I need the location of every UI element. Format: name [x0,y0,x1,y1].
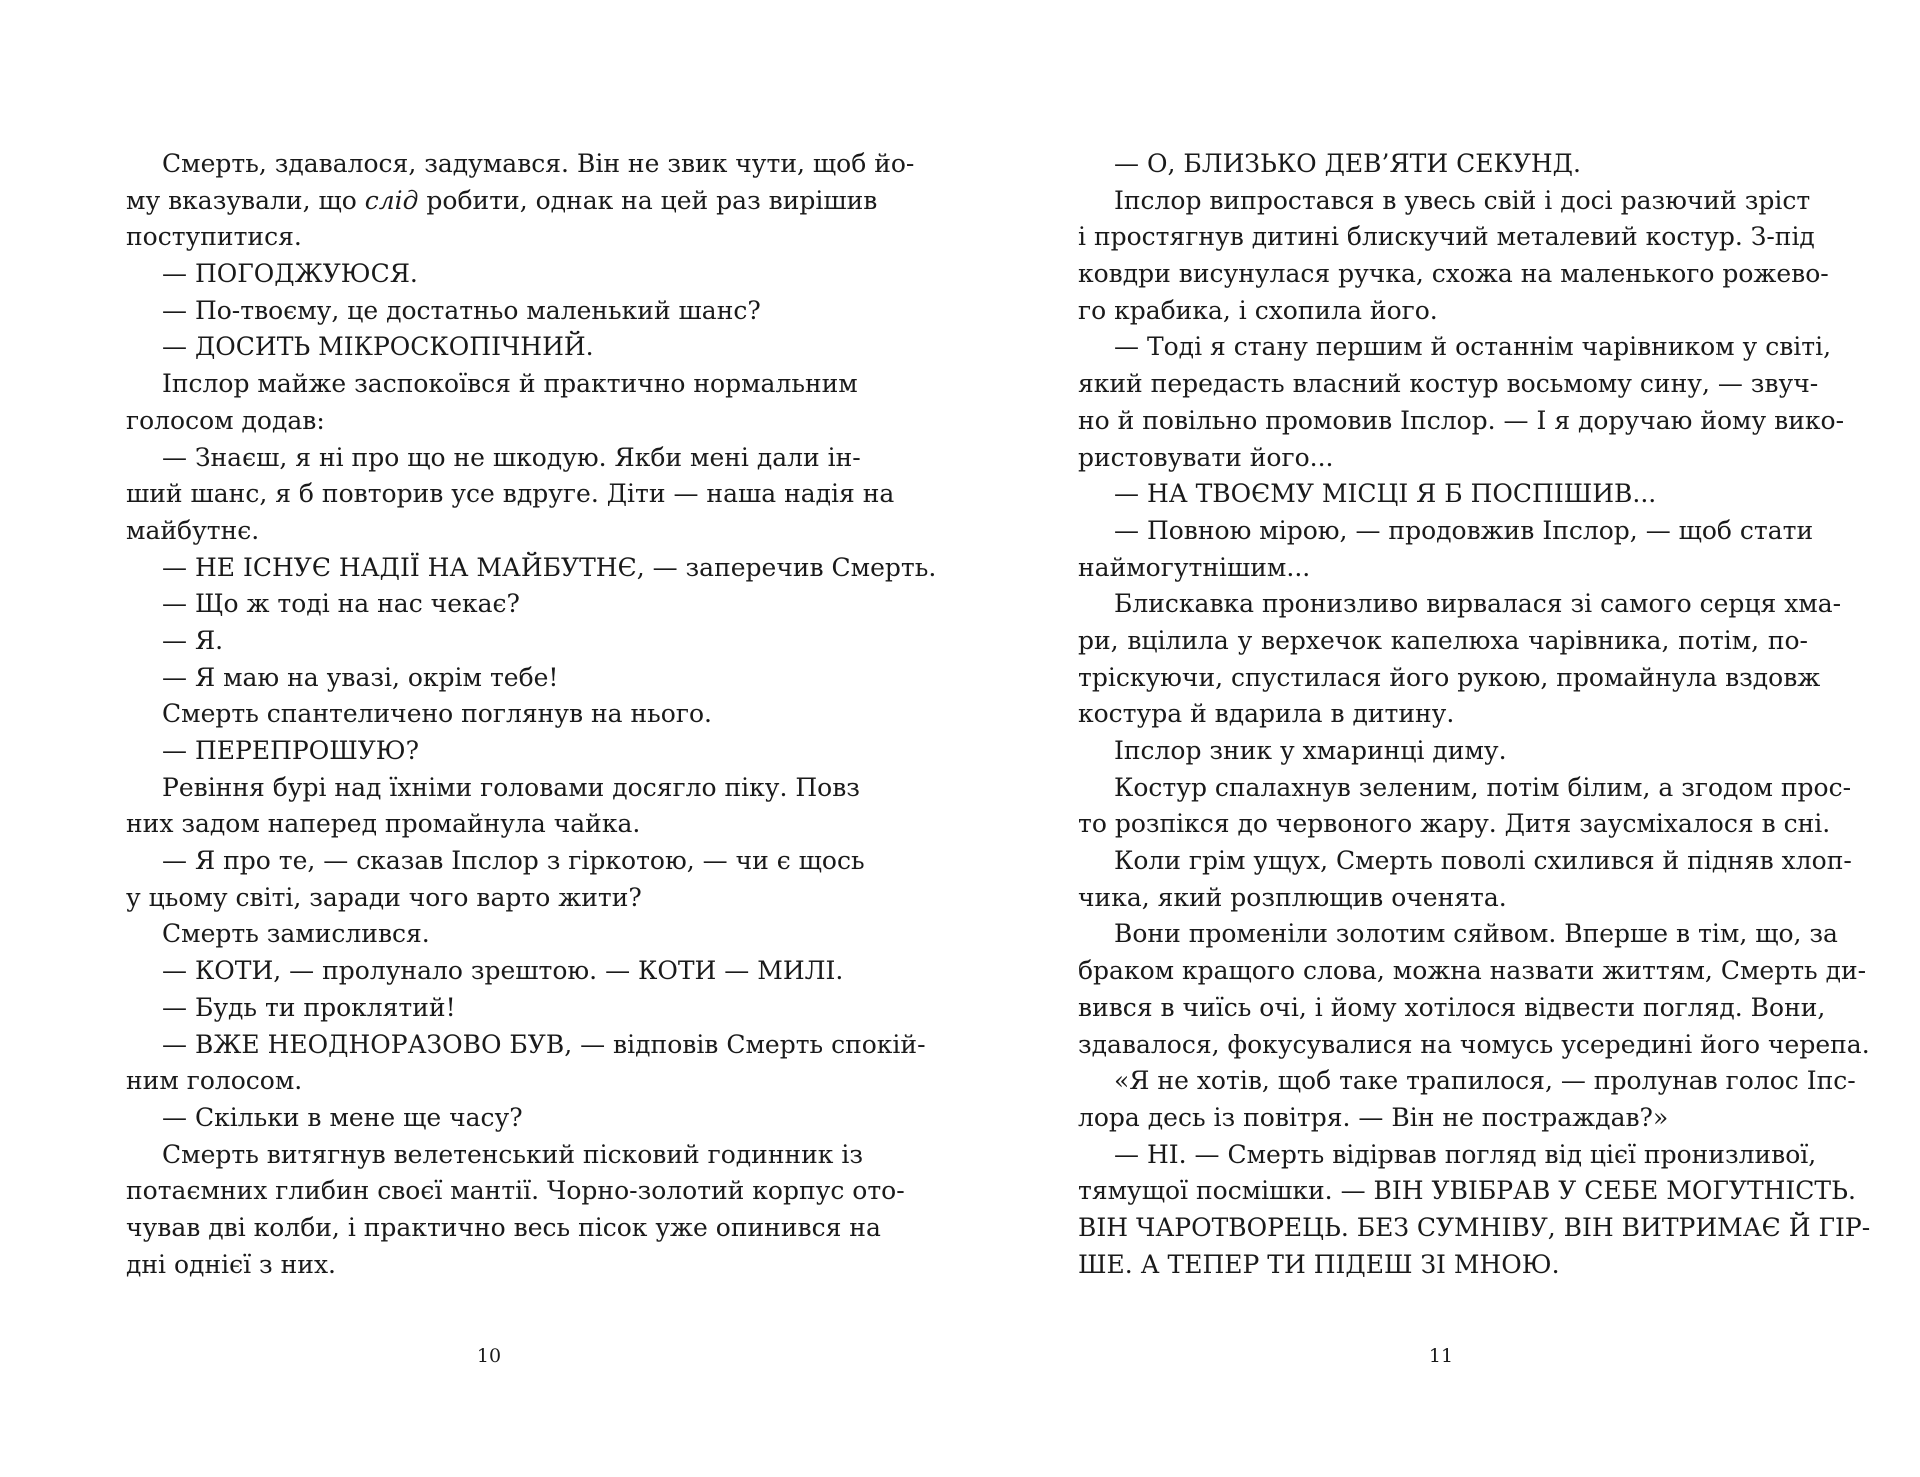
text-line: поступитися. [126,222,302,252]
text-line: — Я про те, — сказав Іпслор з гіркотою, — чи є щось [162,846,865,876]
text-line: «Я не хотів, щоб таке трапилося, — пролунав голос Іпс- [1114,1066,1856,1096]
text-line: — ПЕРЕПРОШУЮ? [162,736,420,765]
page-number-right: 11 [1428,1345,1454,1367]
text-line: — ДОСИТЬ МІКРОСКОПІЧНИЙ. [162,332,594,362]
text-line: Смерть замислився. [162,919,430,949]
text-line: браком кращого слова, можна назвати життям, Смерть ди- [1078,956,1867,986]
text-line: ри, вцілила у верхечок капелюха чарівника, потім, по- [1078,625,1808,655]
text-line: ристовувати його... [1078,442,1334,472]
text-line: Ревіння бурі над їхніми головами досягло піку. Повз [162,772,860,802]
text-line: — НЕ ІСНУЄ НАДІЇ НА МАЙБУТНЄ, — заперечив Смерть. [162,552,937,582]
right-page [1078,146,1871,1283]
text-line: — Я маю на увазі, окрім тебе! [162,662,559,692]
text-line: ВІН ЧАРОТВОРЕЦЬ. БЕЗ СУМНІВУ, ВІН ВИТРИМАЄ Й ГІР- [1078,1212,1871,1242]
text-segment: му вказували, що [126,185,365,215]
text-line: — О, БЛИЗЬКО ДЕВ’ЯТИ СЕКУНД. [1114,149,1581,178]
page-number-left: 10 [476,1345,502,1367]
text-line: Блискавка пронизливо вирвалася зі самого серця хма- [1114,589,1842,619]
text-line: вився в чиїсь очі, і йому хотілося відвести погляд. Вони, [1078,992,1826,1022]
text-line: Смерть витягнув велетенський пісковий годинник із [162,1139,864,1169]
text-line: — КОТИ, — пролунало зрештою. — КОТИ — МИЛІ. [162,956,844,986]
text-line: — НА ТВОЄМУ МІСЦІ Я Б ПОСПІШИВ... [1114,479,1657,509]
text-line: чика, який розплющив оченята. [1078,882,1507,912]
text-line: здавалося, фокусувалися на чомусь усередині його черепа. [1078,1029,1870,1059]
text-line: ШЕ. А ТЕПЕР ТИ ПІДЕШ ЗІ МНОЮ. [1078,1249,1560,1279]
text-line: Костур спалахнув зеленим, потім білим, а згодом прос- [1114,772,1852,802]
text-line: — Тоді я стану першим й останнім чарівником у світі, [1114,332,1832,362]
italic-word: слід [364,185,419,215]
text-line: Вони променіли золотим сяйвом. Вперше в тім, що, за [1114,919,1838,949]
text-line: потаємних глибин своєї мантії. Чорно-золотий корпус ото- [126,1176,905,1206]
text-line: Іпслор випростався в увесь свій і досі разючий зріст [1114,185,1811,215]
text-line: — ПОГОДЖУЮСЯ. [162,259,418,289]
text-line: Коли грім ущух, Смерть поволі схилився й підняв хлоп- [1114,846,1852,876]
text-line: лора десь із повітря. — Він не постраждав?» [1078,1102,1669,1132]
text-line: Іпслор зник у хмаринці диму. [1114,736,1507,765]
text-line [126,183,878,220]
left-page [126,146,937,1283]
text-line: у цьому світі, заради чого варто жити? [126,882,642,912]
text-line: ковдри висунулася ручка, схожа на маленького рожево- [1078,259,1829,289]
text-line: Смерть спантеличено поглянув на нього. [162,699,712,729]
text-line: — Що ж тоді на нас чекає? [162,589,520,619]
text-line: майбутнє. [126,515,260,545]
text-line: — ВЖЕ НЕОДНОРАЗОВО БУВ, — відповів Смерть спокій- [162,1029,926,1059]
text-line: — Повною мірою, — продовжив Іпслор, — щоб стати [1114,515,1814,545]
text-line: який передасть власний костур восьмому сину, — звуч- [1078,369,1819,399]
text-line: го крабика, і схопила його. [1078,295,1438,325]
text-line: — НІ. — Смерть відірвав погляд від цієї пронизливої, [1114,1139,1817,1169]
text-line: дні однієї з них. [126,1249,336,1279]
text-line: костура й вдарила в дитину. [1078,699,1455,729]
text-line: Смерть, здавалося, задумався. Він не звик чути, щоб йо- [162,149,915,178]
text-line: тріскуючи, спустилася його рукою, промайнула вздовж [1078,662,1821,692]
text-line: ним голосом. [126,1066,303,1096]
text-line: но й повільно промовив Іпслор. — І я доручаю йому вико- [1078,405,1845,435]
text-line: — Скільки в мене ще часу? [162,1102,523,1132]
text-line: голосом додав: [126,405,325,435]
text-line: них задом наперед промайнула чайка. [126,809,641,839]
text-line: то розпікся до червоного жару. Дитя заусміхалося в сні. [1078,809,1831,839]
text-line: — Я. [162,625,224,655]
text-line: — По-твоєму, це достатньо маленький шанс? [162,295,761,325]
text-line: наймогутнішим... [1078,552,1311,582]
text-line: — Знаєш, я ні про що не шкодую. Якби мені дали ін- [162,442,861,472]
text-line: ший шанс, я б повторив усе вдруге. Діти — наша надія на [126,479,895,509]
text-line: тямущої посмішки. — ВІН УВІБРАВ У СЕБЕ МОГУТНІСТЬ. [1078,1176,1856,1206]
text-segment: робити, однак на цей раз вирішив [418,185,878,215]
text-line: чував дві колби, і практично весь пісок уже опинився на [126,1212,881,1242]
text-line: — Будь ти проклятий! [162,992,456,1022]
text-line: Іпслор майже заспокоївся й практично нормальним [162,369,858,399]
text-line: і простягнув дитині блискучий металевий костур. З-під [1078,222,1815,252]
